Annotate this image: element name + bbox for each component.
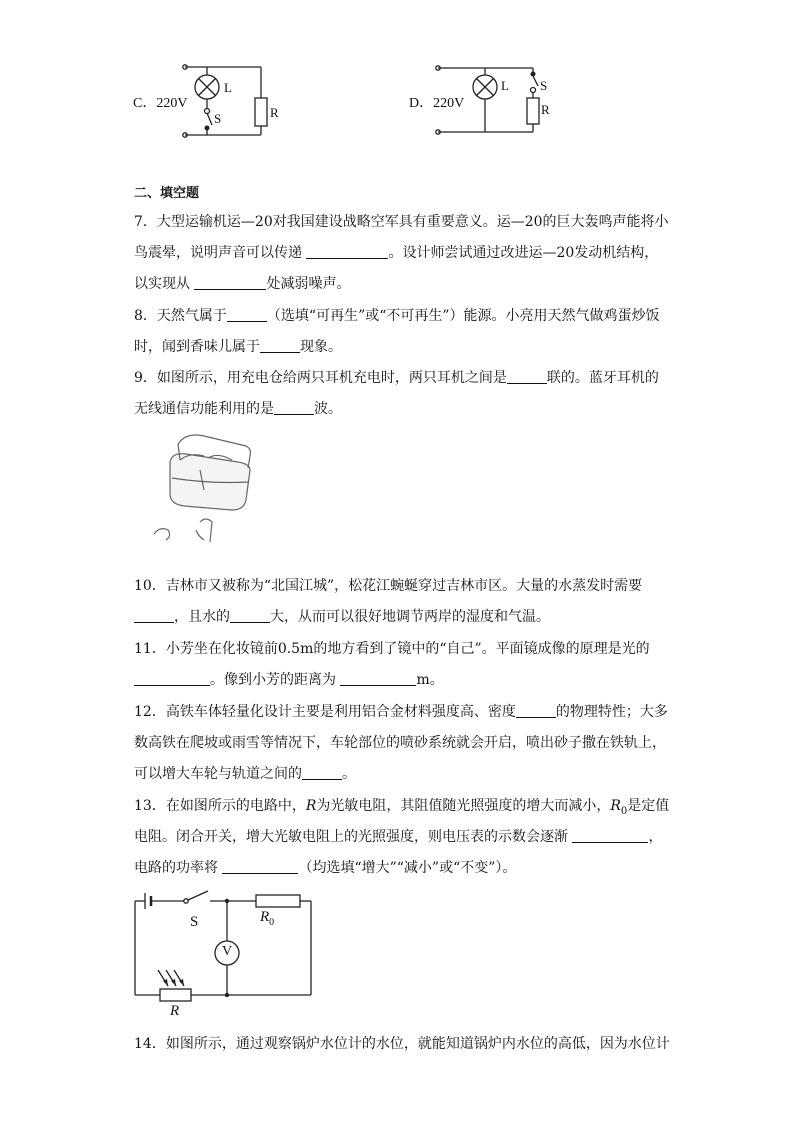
question-14: [134, 1034, 670, 1054]
q12-text: 。: [342, 766, 356, 782]
q9-text: 9．如图所示，用充电仓给两只耳机充电时，两只耳机之间是: [134, 370, 507, 386]
q11-text: 11．小芳坐在化妆镜前0.5m的地方看到了镜中的“自己”。平面镜成像的原理是光的: [134, 641, 650, 657]
q7-line1: 7．大型运输机运—20对我国建设战略空军具有重要意义。运—20的巨大轰鸣声能将小: [134, 214, 669, 230]
switch-label: S: [540, 78, 548, 93]
q7-text: 以实现从: [134, 276, 190, 292]
q12-text: 的物理特性；大多: [555, 704, 668, 720]
q13-text: （均选填“增大”“减小”或“不变”）。: [298, 860, 517, 876]
option-c-label: C．220V: [133, 96, 188, 111]
r0-letter: R: [260, 909, 270, 925]
q11-text: 。像到小芳的距离为: [210, 672, 336, 688]
q7-text: 鸟震晕，说明声音可以传递: [134, 245, 302, 261]
lamp-label: L: [501, 78, 509, 93]
option-d-label: D．220V: [409, 96, 465, 111]
resistor-label: R: [270, 105, 279, 120]
q12-text: 12．高铁车体轻量化设计主要是利用铝合金材料强度高、密度: [134, 704, 516, 720]
q13-text: 电阻。闭合开关，增大光敏电阻上的光照强度，则电压表的示数会逐渐: [134, 829, 568, 845]
q7-text: 。设计师尝试通过改进运—20发动机结构，: [388, 245, 659, 261]
q7-text: 处减弱噪声。: [266, 276, 351, 292]
symbol-r0-subscript: 0: [620, 805, 628, 817]
q13-text: 为光敏电阻，其阻值随光照强度的增大而减小，: [316, 798, 611, 814]
r0-subscript: 0: [269, 917, 275, 928]
section-title: 二、填空题: [134, 186, 200, 201]
q9-text: 波。: [314, 401, 342, 417]
symbol-r0: R: [610, 798, 621, 814]
r-letter: R: [170, 1003, 180, 1019]
q14-text: 14．如图所示，通过观察锅炉水位计的水位，就能知道锅炉内水位的高低，因为水位计: [134, 1036, 670, 1052]
voltmeter-icon: V: [222, 944, 233, 959]
q13-text: 13．在如图所示的电路中，: [134, 798, 306, 814]
switch-label: S: [190, 914, 199, 930]
q10-text: ，且水的: [174, 609, 230, 625]
q8-text: 时，闻到香味儿属于: [134, 339, 260, 355]
q13-text: ，: [648, 829, 663, 845]
q10-text: 10．吉林市又被称为“北国江城”，松花江蜿蜒穿过吉林市区。大量的水蒸发时需要: [134, 578, 643, 594]
q8-text: 现象。: [300, 339, 342, 355]
q12-text: 数高铁在爬坡或雨雪等情况下，车轮部位的喷砂系统就会开启，喷出砂子撒在铁轨上，: [134, 735, 666, 751]
q12-text: 可以增大车轮与轨道之间的: [134, 766, 302, 782]
q9-text: 联的。蓝牙耳机的: [546, 370, 659, 386]
q13-text: 是定值: [627, 798, 670, 814]
symbol-r: R: [305, 798, 317, 814]
q8-text: （选填“可再生”或“不可再生”）能源。小亮用天然气做鸡蛋炒饭: [266, 308, 660, 324]
q8-text: 8．天然气属于: [134, 308, 227, 324]
q10-text: 大，从而可以很好地调节两岸的湿度和气温。: [270, 609, 550, 625]
r0-label: [260, 909, 274, 928]
switch-label: S: [214, 111, 222, 126]
lamp-label: L: [224, 80, 232, 95]
photoresistor-label: [170, 1003, 179, 1020]
q13-text: 电路的功率将: [134, 860, 218, 876]
q9-text: 无线通信功能利用的是: [134, 401, 274, 417]
resistor-label: R: [541, 102, 550, 117]
q11-text: m。: [416, 672, 444, 688]
